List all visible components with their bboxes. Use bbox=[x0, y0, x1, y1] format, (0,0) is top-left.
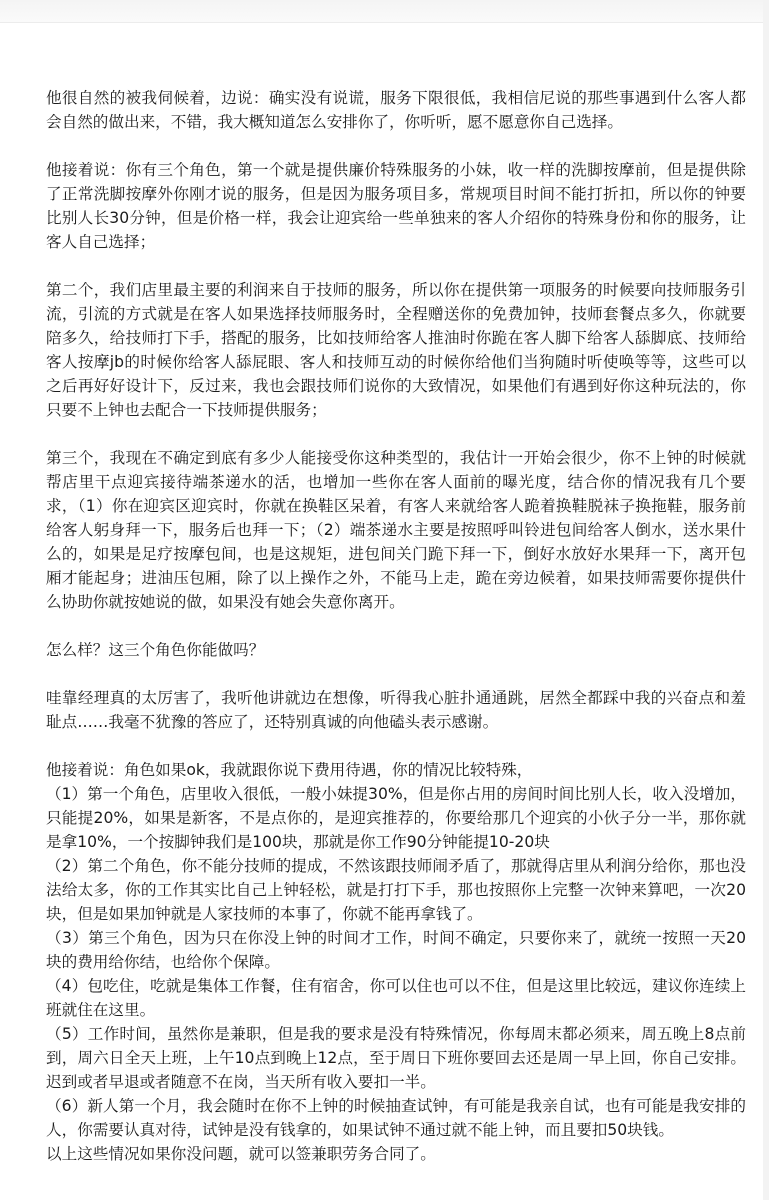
terms-item-6: （6）新人第一个月，我会随时在你不上钟的时候抽查试钟，有可能是我亲自试，也有可能是我安排的人，你需要认真对待，试钟是没有钱拿的，如果试钟不通过就不能上钟，而且要扣50块钱。 bbox=[46, 1097, 746, 1139]
terms-section bbox=[46, 758, 746, 1166]
terms-item-2: （2）第二个角色，你不能分技师的提成，不然该跟技师闹矛盾了，那就得店里从利润分给你，那也没法给太多，你的工作其实比自己上钟轻松，就是打打下手，那也按照你上完整一次钟来算吧，一次20块，但是如果加钟就是人家技师的本事了，你就不能再拿钱了。 bbox=[46, 857, 746, 923]
paragraph-2: 他接着说：你有三个角色，第一个就是提供廉价特殊服务的小妹，收一样的洗脚按摩前，但是提供除了正常洗脚按摩外你刚才说的服务，但是因为服务项目多，常规项目时间不能打折扣，所以你的钟要比别人长30分钟，但是价格一样，我会让迎宾给一些单独来的客人介绍你的特殊身份和你的服务，让客人自己选择； bbox=[46, 161, 746, 251]
page-top-edge bbox=[0, 0, 769, 23]
page-right-edge bbox=[763, 0, 769, 1200]
paragraph-1: 他很自然的被我伺候着，边说：确实没有说谎，服务下限很低，我相信尼说的那些事遇到什么客人都会自然的做出来，不错，我大概知道怎么安排你了，你听听，愿不愿意你自己选择。 bbox=[46, 89, 746, 131]
terms-item-5: （5）工作时间，虽然你是兼职，但是我的要求是没有特殊情况，你每周末都必须来，周五晚上8点前到，周六日全天上班，上午10点到晚上12点，至于周日下班你要回去还是周一早上回，你自己安排。迟到或者早退或者随意不在岗，当天所有收入要扣一半。 bbox=[46, 1025, 746, 1091]
terms-item-1: （1）第一个角色，店里收入很低，一般小妹提30%，但是你占用的房间时间比别人长，收入没增加，只能提20%，如果是新客，不是点你的，是迎宾推荐的，你要给那几个迎宾的小伙子分一半，那你就是拿10%，一个按脚钟我们是100块，那就是你工作90分钟能提10-20块 bbox=[46, 785, 746, 851]
terms-item-4: （4）包吃住，吃就是集体工作餐，住有宿舍，你可以住也可以不住，但是这里比较远，建议你连续上班就住在这里。 bbox=[46, 977, 746, 1019]
terms-item-3: （3）第三个角色，因为只在你没上钟的时间才工作，时间不确定，只要你来了，就统一按照一天20块的费用给你结，也给你个保障。 bbox=[46, 929, 746, 971]
paragraph-6: 哇靠经理真的太厉害了，我听他讲就边在想像，听得我心脏扑通通跳，居然全都踩中我的兴奋点和羞耻点……我毫不犹豫的答应了，还特别真诚的向他磕头表示感谢。 bbox=[46, 689, 746, 731]
paragraph-3: 第二个，我们店里最主要的利润来自于技师的服务，所以你在提供第一项服务的时候要向技师服务引流，引流的方式就是在客人如果选择技师服务时，全程赠送你的免费加钟，技师套餐点多久，你就要陪多久，给技师打下手，搭配的服务，比如技师给客人推油时你跪在客人脚下给客人舔脚底、技师给客人按摩jb的时候你给客人舔屁眼、客人和技师互动的时候你给他们当狗随时听使唤等等，这些可以之后再好好设计下，反过来，我也会跟技师们说你的大致情况，如果他们有遇到好你这种玩法的，你只要不上钟也去配合一下技师提供服务； bbox=[46, 281, 746, 419]
paragraph-4: 第三个，我现在不确定到底有多少人能接受你这种类型的，我估计一开始会很少，你不上钟的时候就帮店里干点迎宾接待端茶递水的活，也增加一些你在客人面前的曝光度，结合你的情况我有几个要求，（1）你在迎宾区迎宾时，你就在换鞋区呆着，有客人来就给客人跪着换鞋脱袜子换拖鞋，服务前给客人躬身拜一下，服务后也拜一下；（2）端茶递水主要是按照呼叫铃进包间给客人倒水，送水果什么的，如果是足疗按摩包间，也是这规矩，进包间关门跪下拜一下，倒好水放好水果拜一下，离开包厢才能起身；进油压包厢，除了以上操作之外，不能马上走，跪在旁边候着，如果技师需要你提供什么协助你就按她说的做，如果没有她会失意你离开。 bbox=[46, 449, 746, 611]
document-body bbox=[46, 86, 746, 1166]
terms-closing: 以上这些情况如果你没问题，就可以签兼职劳务合同了。 bbox=[46, 1145, 436, 1163]
terms-intro: 他接着说：角色如果ok，我就跟你说下费用待遇，你的情况比较特殊， bbox=[46, 761, 533, 779]
paragraph-5: 怎么样？这三个角色你能做吗？ bbox=[46, 641, 265, 659]
